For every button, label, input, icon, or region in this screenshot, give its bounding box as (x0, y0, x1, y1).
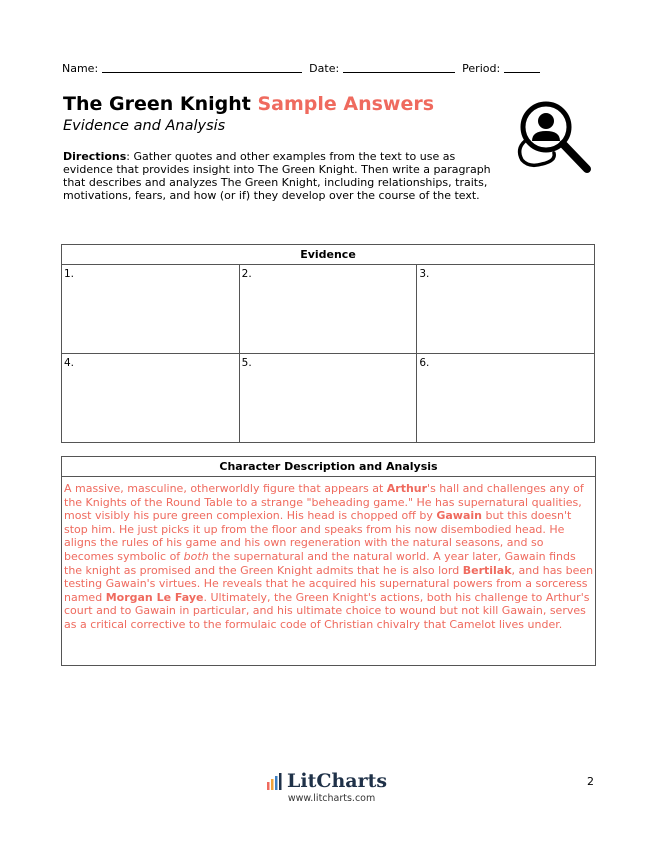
directions-text: : Gather quotes and other examples from the text to use as evidence that provides insight into The Green Knight. Then write a paragraph that describes and analyzes The Green Knight, including relationships, traits, motivations, fears, and how (or if) they develop over the course of the text. (63, 150, 491, 202)
character-name-morgan: Morgan Le Faye (105, 590, 204, 604)
page-subtitle: Evidence and Analysis (63, 118, 226, 134)
litcharts-bars-icon (266, 773, 284, 790)
analysis-text (62, 477, 595, 632)
evidence-cell[interactable]: 4. (62, 354, 240, 443)
page-title (63, 93, 434, 115)
period-label: Period: (462, 62, 501, 75)
evidence-table (61, 244, 595, 443)
title-main: The Green Knight (63, 93, 251, 115)
emphasis-both: both (183, 549, 209, 563)
footer-url[interactable]: www.litcharts.com (287, 793, 376, 804)
logo-text: LitCharts (287, 770, 388, 792)
evidence-cell[interactable]: 1. (62, 265, 240, 354)
analysis-box (61, 456, 596, 666)
character-name-arthur: Arthur (386, 482, 428, 495)
name-label: Name: (62, 62, 99, 75)
directions (63, 150, 503, 202)
header-fields (62, 61, 540, 75)
character-name-gawain: Gawain (436, 509, 482, 523)
analysis-segment: 's hall and challenges any of the Knights of the Round Table to a strange "beheading game." He has supernatural qualities, most visibly his pure green complexion. His head is chopped off by (64, 482, 584, 523)
character-name-bertilak: Bertilak (462, 563, 512, 577)
page-number: 2 (587, 775, 594, 788)
analysis-segment: . Ultimately, the Green Knight's actions, both his challenge to Arthur's court and to Gawain in particular, and his ultimate choice to wound but not kill Gawain, serves as a critical corrective to the formulaic code of Christian chivalry that Camelot lives under. (64, 590, 590, 631)
evidence-cell[interactable]: 3. (417, 265, 595, 354)
directions-label: Directions (63, 150, 127, 163)
analysis-segment: but this doesn't stop him. He just picks it up from the floor and speaks from his now disembodied head. He aligns the rules of his game and his own regeneration with the natural seasons, and so becomes symbolic of (64, 509, 572, 563)
litcharts-logo[interactable] (266, 770, 387, 804)
magnifying-glass-person-icon (512, 97, 594, 179)
period-field[interactable] (504, 61, 540, 73)
analysis-heading: Character Description and Analysis (62, 457, 595, 477)
date-label: Date: (309, 62, 340, 75)
analysis-segment: the supernatural and the natural world. A year later, Gawain finds the knight as promised and the Green Knight admits that he is also lord (64, 549, 576, 577)
evidence-cell[interactable]: 6. (417, 354, 595, 443)
analysis-segment: , and has been testing Gawain's virtues. He reveals that he acquired his supernatural powers from a sorceress named (64, 563, 594, 604)
evidence-cell[interactable]: 2. (239, 265, 417, 354)
evidence-heading: Evidence (62, 245, 595, 265)
date-field[interactable] (343, 61, 455, 73)
evidence-cell[interactable]: 5. (239, 354, 417, 443)
title-accent: Sample Answers (257, 93, 435, 115)
name-field[interactable] (102, 61, 302, 73)
analysis-segment: A massive, masculine, otherworldly figure that appears at (64, 482, 387, 495)
